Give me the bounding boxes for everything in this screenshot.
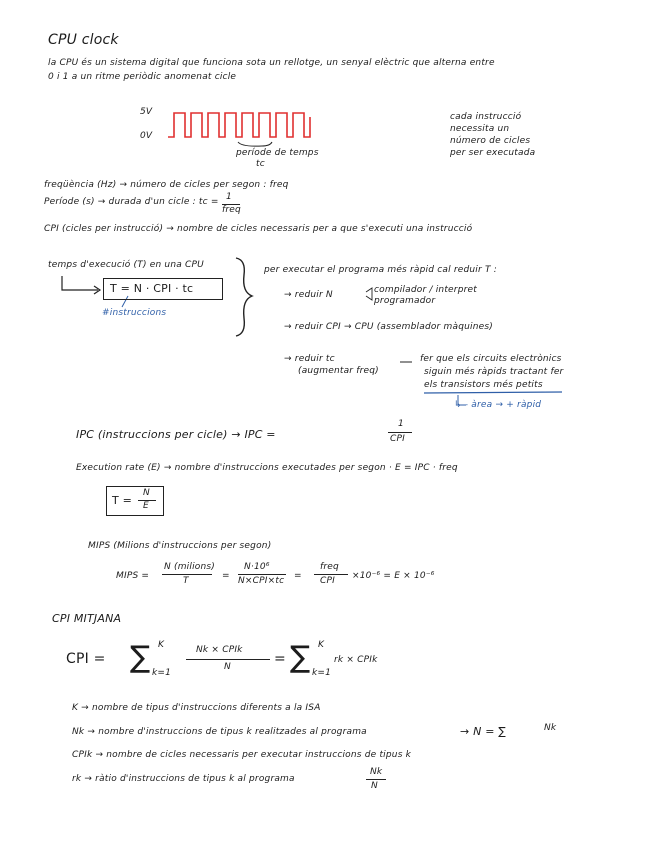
- ipc-label: IPC (instruccions per cicle) → IPC =: [76, 428, 276, 441]
- def-period: Període (s) → durada d'un cicle : tc =: [44, 197, 219, 207]
- exec-time-formula: T = N · CPI · tc: [110, 282, 194, 295]
- exec-item-3-sub: (augmentar freq): [298, 366, 379, 376]
- cpi-mitjana-rhs: rk × CPIk: [334, 655, 378, 665]
- mips-f1-den: T: [183, 576, 189, 586]
- exec-item-3-note-3: els transistors més petits: [424, 380, 543, 390]
- wave-label-high: 5V: [140, 107, 153, 117]
- cpi-sum-top-2: K: [318, 640, 325, 650]
- mips-f1-bar: [162, 574, 212, 575]
- ipc-den: CPI: [390, 434, 405, 444]
- exec-time-label: temps d'execució (T) en una CPU: [48, 260, 204, 270]
- exec-item-3-note-1: fer que els circuits electrònics: [420, 354, 562, 364]
- cpi-sum-symbol-1: ∑: [130, 640, 151, 675]
- exec-item-1-note-2: programador: [374, 296, 436, 306]
- exec-rate-box-den: E: [143, 501, 149, 511]
- exec-rate-label: Execution rate (E) → nombre d'instruccions executades per segon · E = IPC · freq: [76, 463, 458, 473]
- mips-f2-bar: [238, 574, 286, 575]
- cpi-sum-symbol-2: ∑: [290, 640, 311, 675]
- intro-line-2: 0 i 1 a un ritme periòdic anomenat cicle: [48, 72, 237, 82]
- mips-f2-num: N·10⁶: [244, 562, 270, 572]
- exec-item-3: → reduir tc: [284, 354, 335, 364]
- exec-time-goal: per executar el programa més ràpid cal reduir T :: [264, 265, 497, 275]
- mips-f2-den: N×CPI×tc: [238, 576, 285, 586]
- wave-note-4: per ser executada: [450, 148, 536, 158]
- cpi-frac-den: N: [224, 662, 231, 672]
- clock-wave-path: [168, 113, 310, 137]
- exec-item-1: → reduir N: [284, 290, 333, 300]
- exec-item-3-note-2: siguin més ràpids tractant fer: [424, 367, 564, 377]
- def-cpi: CPI (cicles per instrucció) → nombre de cicles necessaris per a que s'executi una instrucció: [44, 224, 473, 234]
- cpi-mitjana-lhs: CPI =: [66, 651, 106, 667]
- exec-item-1-note-1: compilador / interpret: [374, 285, 477, 295]
- def-period-den: freq: [222, 205, 241, 215]
- cpi-sum-top-1: K: [158, 640, 165, 650]
- wave-label-low: 0V: [140, 131, 153, 141]
- cpi-mitjana-eq: =: [274, 651, 286, 667]
- cpi-frac-bar: [186, 659, 270, 660]
- def-period-num: 1: [226, 192, 232, 202]
- wave-note-2: necessita un: [450, 124, 510, 134]
- exec-rate-box-lhs: T =: [112, 494, 133, 507]
- cpi-frac-num: Nk × CPIk: [196, 645, 243, 655]
- exec-time-formula-box: [103, 278, 223, 300]
- exec-item-3-blue-note: ↳ - àrea → + ràpid: [454, 400, 542, 410]
- legend-nk: Nk → nombre d'instruccions de tipus k realitzades al programa: [72, 727, 367, 737]
- exec-rate-box: [106, 486, 164, 516]
- def-frequency: freqüència (Hz) → número de cicles per segon : freq: [44, 180, 289, 190]
- mips-f3-den: CPI: [320, 576, 335, 586]
- legend-rk: rk → ràtio d'instruccions de tipus k al programa: [72, 774, 295, 784]
- exec-time-n-note: #instruccions: [102, 308, 167, 318]
- legend-rk-bar: [366, 779, 386, 780]
- mips-lhs: MIPS =: [116, 571, 150, 581]
- legend-rk-den: N: [371, 781, 378, 791]
- wave-note-3: número de cicles: [450, 136, 531, 146]
- legend-nk-rhs-tail: Nk: [544, 723, 557, 733]
- mips-f3-num: freq: [320, 562, 339, 572]
- mips-tail: ×10⁻⁶ = E × 10⁻⁶: [352, 571, 435, 581]
- wave-note-1: cada instrucció: [450, 112, 522, 122]
- cpi-mitjana-title: CPI MITJANA: [52, 612, 122, 625]
- page-title: CPU clock: [48, 32, 119, 48]
- legend-rk-num: Nk: [370, 767, 383, 777]
- cpi-sum-bottom-2: k=1: [312, 668, 332, 678]
- mips-f1-num: N (milions): [164, 562, 215, 572]
- ipc-num: 1: [398, 419, 404, 429]
- cpi-sum-bottom-1: k=1: [152, 668, 172, 678]
- exec-item-2: → reduir CPI → CPU (assemblador màquines): [284, 322, 493, 332]
- mips-eq-2: =: [294, 571, 302, 581]
- mips-eq-1: =: [222, 571, 230, 581]
- ipc-bar: [388, 432, 412, 433]
- legend-cpik: CPIk → nombre de cicles necessaris per executar instruccions de tipus k: [72, 750, 412, 760]
- exec-rate-box-num: N: [143, 488, 150, 498]
- mips-label: MIPS (Milions d'instruccions per segon): [88, 541, 272, 551]
- wave-period-label: període de temps: [236, 148, 319, 158]
- intro-line-1: la CPU és un sistema digital que funciona sota un rellotge, un senyal elèctric que alterna entre: [48, 58, 495, 68]
- legend-nk-rhs: → N = ∑: [460, 725, 506, 738]
- wave-period-symbol: tc: [256, 159, 265, 169]
- legend-k: K → nombre de tipus d'instruccions diferents a la ISA: [72, 703, 321, 713]
- mips-f3-bar: [314, 574, 348, 575]
